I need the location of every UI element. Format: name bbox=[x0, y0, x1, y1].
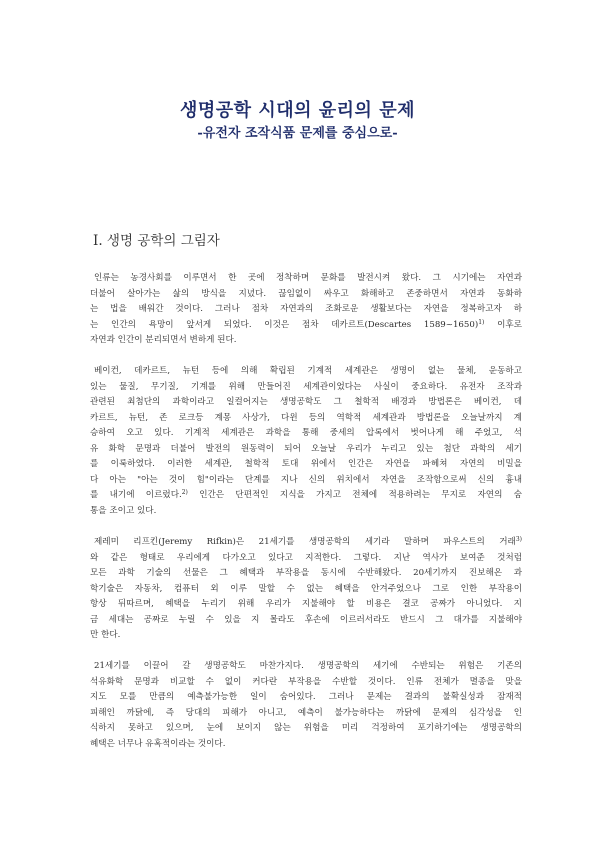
paragraph-2 bbox=[90, 364, 522, 519]
document-title: 생명공학 시대의 윤리의 문제 bbox=[180, 100, 415, 121]
paragraph-line-with-footnote bbox=[90, 488, 522, 504]
paragraph-line: 승하여 오고 있다. 기계적 세계관은 과학을 통해 중세의 압록에서 벗어나게 해 주었고, 석 bbox=[90, 428, 522, 438]
paragraph-line: 를 이룩하였다. 이러한 세계관, 철학적 토대 위에서 인간은 자연을 파헤쳐 자연의 비밀을 bbox=[90, 459, 522, 469]
paragraph-text: 이후로 bbox=[484, 319, 523, 330]
paragraph-line: 21세기를 이끌어 갈 생명공학도 마찬가지다. 생명공학의 세기에 수반되는 위험은 기존의 bbox=[94, 661, 522, 671]
paragraph-line: 학기술은 자동차, 컴퓨터 외 이루 말할 수 없는 혜택을 안겨주었으나 그로 인한 부작용이 bbox=[90, 583, 522, 594]
paragraph-text: 를 내기에 이르렀다. bbox=[90, 490, 182, 500]
paragraph-line-with-footnote bbox=[90, 535, 522, 551]
paragraph-line: 항상 뒤따르며, 혜택을 누리기 위해 우리가 지불해야 할 비용은 결코 공짜가 아니었다. 지 bbox=[90, 599, 522, 609]
paragraph-text: 제레미 리프킨(Jeremy Rifkin)은 21세기를 생명공학의 세기라 말하며 파우스트의 거래 bbox=[94, 537, 516, 547]
paragraph-text: 인간은 단편적인 지식을 가지고 전체에 적용하려는 무지로 자연의 숨 bbox=[187, 490, 522, 500]
paragraph-line: 금 세대는 공짜로 누릴 수 있을 지 몰라도 후손에 이르러서라도 반드시 그 대가를 지불해야 bbox=[90, 614, 522, 625]
paragraph-line: 있는 물질, 무기질, 기계를 위해 만들어진 세계관이었다는 사실이 중요하다. 유전자 조작과 bbox=[90, 381, 522, 392]
paragraph-line: 모든 과학 기술의 선물은 그 혜택과 부작용을 동시에 수반해왔다. 20세기까지 진보해온 과 bbox=[90, 568, 522, 578]
section-heading: Ⅰ. 생명 공학의 그림자 bbox=[93, 233, 220, 249]
paragraph-line: 지도 모를 만큼의 예측불가능한 일이 숨어있다. 그러나 문제는 결과의 불확실성과 잠재적 bbox=[90, 692, 522, 702]
paragraph-line: 와 같은 형태로 우리에게 다가오고 있다고 지적한다. 그렇다. 지난 역사가 보여준 것처럼 bbox=[90, 552, 522, 563]
paragraph-line: 석유화학 문명과 비교할 수 없이 커다란 부작용을 수반할 것이다. 인류 전체가 멸종을 맞을 bbox=[90, 676, 522, 687]
paragraph-line: 다 아는 "아는 것이 힘"이라는 단계를 지나 신의 위치에서 자연을 조작함으로써 신의 흉내 bbox=[90, 474, 522, 485]
footnote-marker[interactable]: 3) bbox=[515, 536, 522, 543]
paragraph-line: 카르트, 뉴턴, 존 로크등 계몽 사상가, 다윈 등의 역학적 세계관과 방법론을 오늘날까지 계 bbox=[90, 412, 522, 423]
footnote-marker[interactable]: 1) bbox=[478, 318, 485, 326]
paragraph-line: 자연과 인간이 분리되면서 변하게 된다. bbox=[90, 335, 237, 345]
paragraph-line: 인류는 농경사회를 이루면서 한 곳에 정착하며 문화를 발전시켜 왔다. 그 시기에는 자연과 bbox=[94, 273, 522, 283]
paragraph-line-with-footnote bbox=[90, 318, 522, 334]
document-subtitle: -유전자 조작식품 문제를 중심으로- bbox=[197, 126, 398, 141]
paragraph-4 bbox=[90, 659, 522, 752]
paragraph-line: 식하지 못하고 있으며, 눈에 보이지 않는 위험을 미리 걱정하여 포기하기에는 생명공학의 bbox=[90, 723, 522, 733]
footnote-marker[interactable]: 2) bbox=[181, 489, 188, 496]
paragraph-line: 유 화학 문명과 더불어 발전의 원동력이 되어 오늘날 우리가 누리고 있는 첨단 과학의 세기 bbox=[90, 443, 522, 454]
paragraph-line: 피해인 까닭에, 즉 당대의 피해가 아니고, 예측이 불가능하다는 까닭에 문제의 심각성을 인 bbox=[90, 707, 522, 718]
paragraph-line: 는 법을 배워간 것이다. 그러나 점차 자연과의 조화로운 생활보다는 자연을 정복하고자 하 bbox=[90, 304, 522, 314]
paragraph-line: 더불어 살아가는 삶의 방식을 지녔다. 끊임없이 싸우고 화해하고 존중하면서 자연과 동화하 bbox=[90, 288, 522, 299]
paragraph-line: 관련된 최첨단의 과학이라고 일컬어지는 생명공학도 그 철학적 배경과 방법론은 베이컨, 데 bbox=[90, 397, 522, 407]
paragraph-3 bbox=[90, 535, 522, 644]
paragraph-line: 베이컨, 데카르트, 뉴턴 등에 의해 확립된 기계적 세계관은 생명이 없는 물체, 운동하고 bbox=[94, 366, 522, 376]
paragraph-text: 는 인간의 욕망이 앞서게 되었다. 이것은 점차 데카르트(Descartes 1589~1650) bbox=[90, 319, 479, 330]
paragraph-line: 만 한다. bbox=[90, 630, 121, 640]
paragraph-line: 혜택은 너무나 유혹적이라는 것이다. bbox=[90, 738, 226, 749]
paragraph-1 bbox=[90, 271, 522, 349]
paragraph-line: 통을 조이고 있다. bbox=[90, 505, 157, 516]
